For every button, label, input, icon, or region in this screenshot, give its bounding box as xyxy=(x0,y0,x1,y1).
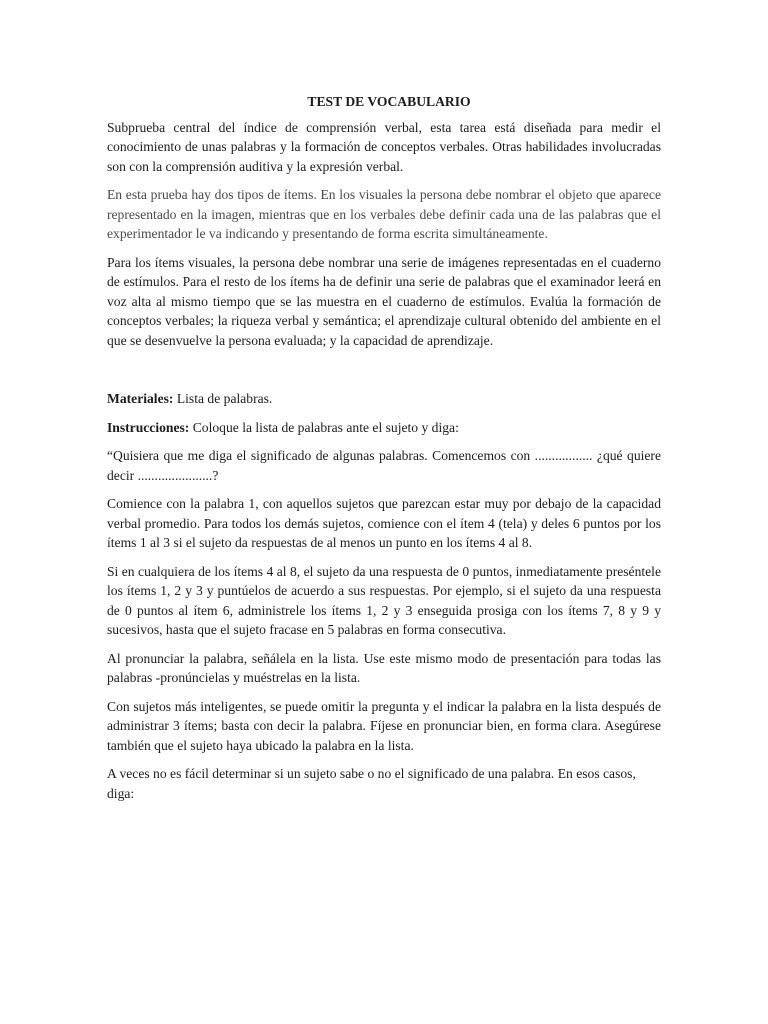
instrucciones-label: Instrucciones: xyxy=(107,419,190,435)
instrucciones-line xyxy=(107,418,661,438)
instrucciones-text: Coloque la lista de palabras ante el sujeto y diga: xyxy=(189,419,459,435)
body-paragraph-1: “Quisiera que me diga el significado de algunas palabras. Comencemos con ................. ¿qué quiere decir ......................? xyxy=(107,448,661,483)
materiales-text: Lista de palabras. xyxy=(173,391,273,406)
document-title: TEST DE VOCABULARIO xyxy=(307,94,471,109)
body-paragraph-5: Con sujetos más inteligentes, se puede omitir la pregunta y el indicar la palabra en la lista después de administrar 3 ítems; basta con decir la palabra. Fíjese en pronunciar bien, en forma clara. Asegúrese también que el sujeto haya ubicado la palabra en la lista. xyxy=(107,698,661,753)
intro-paragraph-3: Para los ítems visuales, la persona debe nombrar una serie de imágenes representadas en el cuaderno de estímulos. Para el resto de los ítems ha de definir una serie de palabras que el examinador leerá en voz alta al mismo tiempo que se las muestra en el cuaderno de estímulos. Evalúa la formación de conceptos verbales; la riqueza verbal y semántica; el aprendizaje cultural obtenido del ambiente en el que se desenvuelve la persona evaluada; y la capacidad de aprendizaje. xyxy=(107,254,661,348)
section-gap xyxy=(107,359,661,389)
intro-paragraph-2: En esta prueba hay dos tipos de ítems. En los visuales la persona debe nombrar el objeto que aparece representado en la imagen, mientras que en los verbales debe definir cada una de las palabras que el experimentador le va indicando y presentando de forma escrita simultáneamente. xyxy=(107,187,661,241)
document-page xyxy=(107,92,661,812)
body-paragraph-6: A veces no es fácil determinar si un sujeto sabe o no el significado de una palabra. En esos casos, diga: xyxy=(107,766,636,801)
body-paragraph-2: Comience con la palabra 1, con aquellos sujetos que parezcan estar muy por debajo de la capacidad verbal promedio. Para todos los demás sujetos, comience con el ítem 4 (tela) y deles 6 puntos por los ítems 1 al 3 si el sujeto da respuestas de al menos un punto en los ítems 4 al 8. xyxy=(107,496,661,550)
body-paragraph-4: Al pronunciar la palabra, señálela en la lista. Use este mismo modo de presentación para todas las palabras -pronúncielas y muéstrelas en la lista. xyxy=(107,650,661,685)
intro-paragraph-1: Subprueba central del índice de comprensión verbal, esta tarea está diseñada para medir el conocimiento de unas palabras y la formación de conceptos verbales. Otras habilidades involucradas son con la comprensión auditiva y la expresión verbal. xyxy=(107,119,661,174)
materiales-label: Materiales: xyxy=(107,391,174,406)
materiales-line xyxy=(107,389,661,409)
body-paragraph-3: Si en cualquiera de los ítems 4 al 8, el sujeto da una respuesta de 0 puntos, inmediatamente preséntele los ítems 1, 2 y 3 y puntúelos de acuerdo a sus respuestas. Por ejemplo, si el sujeto da una respuesta de 0 puntos al ítem 6, administrele los ítems 1, 2 y 3 enseguida prosiga con los ítems 7, 8 y 9 y sucesivos, hasta que el sujeto fracase en 5 palabras en forma consecutiva. xyxy=(107,563,661,637)
